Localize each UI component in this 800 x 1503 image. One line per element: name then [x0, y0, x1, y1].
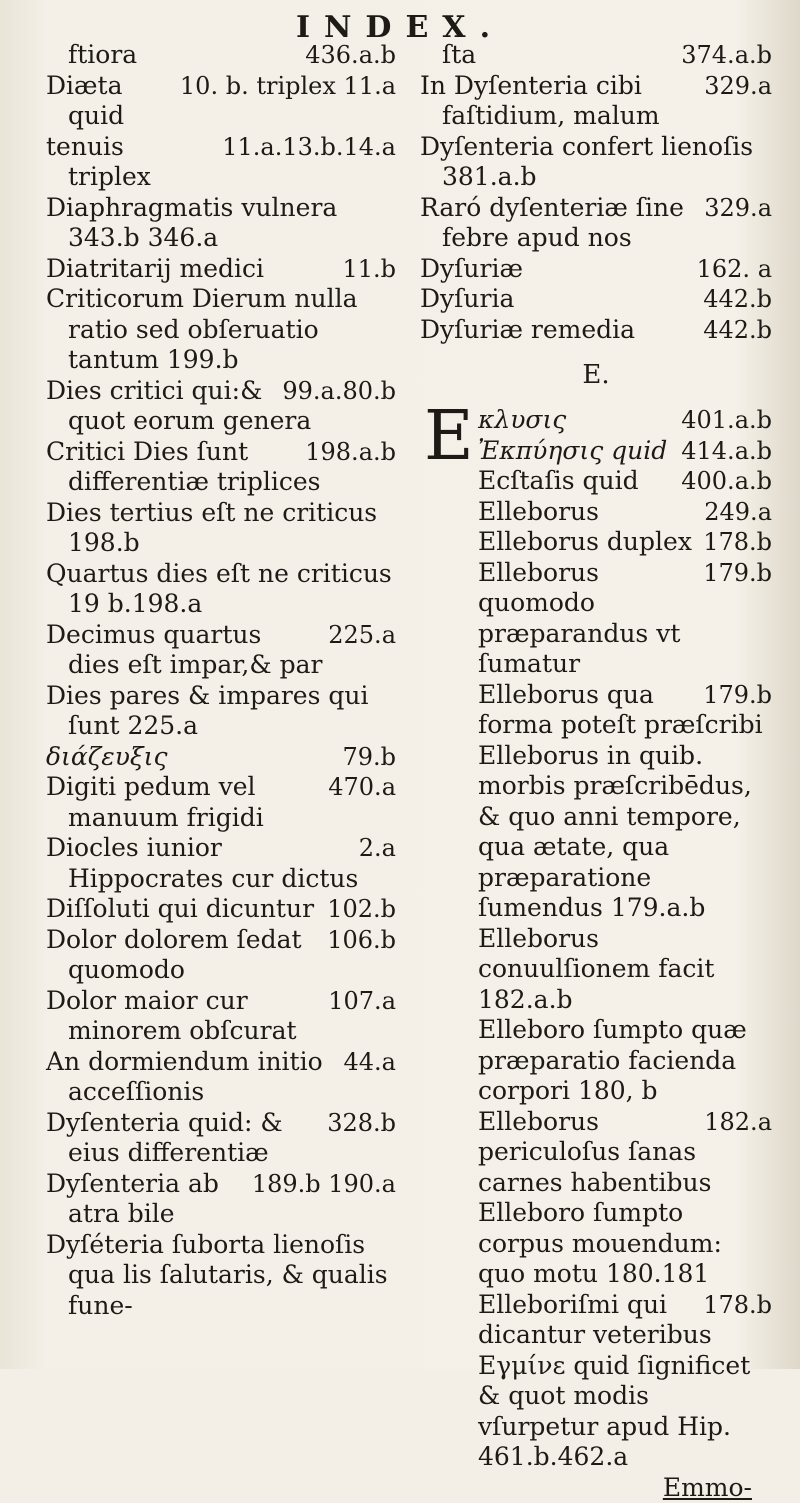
entry-term: Ἐκπύησις quid: [478, 435, 668, 465]
entry-term: Dyſenteria ab atra bile: [46, 1168, 219, 1228]
entry-page-ref: 328.b: [327, 1108, 396, 1137]
index-entry: [46, 71, 396, 132]
index-entry: [420, 132, 772, 193]
entries-d-continued: [420, 40, 772, 345]
entry-term: Decimus quartus dies eſt impar,& par: [46, 619, 323, 679]
entry-term: Elleborus in quib. morbis præſcribēdus, & quo anni tempore, qua ætate, qua præparatione ſumendus 179.a.b: [478, 740, 752, 922]
entry-term: ſta: [442, 40, 477, 69]
entry-page-ref: 442.b: [703, 285, 772, 313]
entry-term: Diſſoluti qui dicuntur: [46, 894, 315, 923]
entry-term: Elleborus periculoſus ſanas carnes habentibus: [478, 1106, 712, 1197]
entry-page-ref: 79.b: [342, 742, 396, 771]
entry-page-ref: 99.a.80.b: [282, 376, 396, 405]
index-entry: [46, 986, 396, 1047]
index-entry: [420, 315, 772, 346]
entry-term: Elleboriſmi qui dicantur veteribus: [478, 1289, 712, 1349]
entry-page-ref: 442.b: [703, 315, 772, 344]
entry-term: Dies pares & impares qui ſunt 225.a: [46, 680, 369, 740]
entry-page-ref: 400.a.b: [681, 467, 772, 495]
entry-page-ref: 11.a.13.b.14.a: [222, 132, 396, 161]
entry-page-ref: 374.a.b: [681, 41, 772, 69]
index-entry: [420, 680, 772, 741]
entry-term: Dyſenteria quid: & eius differentiæ: [46, 1107, 283, 1167]
entry-page-ref: 182.a: [704, 1107, 772, 1136]
index-entry: [46, 894, 396, 925]
index-entry: [46, 620, 396, 681]
entry-term: Criticorum Dierum nulla ratio sed obſeruatio tantum 199.b: [46, 284, 358, 374]
entry-page-ref: 178.b: [703, 1290, 772, 1319]
index-entry: [46, 437, 396, 498]
index-entry: [420, 1198, 772, 1290]
entry-term: Raró dyſenteriæ ſine febre apud nos: [420, 192, 684, 252]
page-header: INDEX.: [295, 10, 505, 45]
entry-page-ref: 198.a.b: [305, 437, 396, 466]
index-entry: [46, 925, 396, 986]
index-entry: [46, 284, 396, 376]
index-entry: [420, 40, 772, 71]
entry-term: κλυσις: [478, 405, 567, 434]
entry-term: Quartus dies eſt ne criticus 19 b.198.a: [46, 558, 392, 618]
index-entry: [420, 497, 772, 528]
entry-page-ref: 44.a: [343, 1047, 396, 1076]
entry-page-ref: 11.b: [342, 254, 396, 283]
entry-page-ref: 10. b. triplex 11.a: [179, 71, 396, 100]
index-entry: [46, 498, 396, 559]
index-entry: [46, 559, 396, 620]
index-entry: [420, 284, 772, 315]
entry-page-ref: 329.a: [704, 71, 772, 100]
entry-term: Diatritarij medici: [46, 253, 265, 283]
entry-term: tenuis triplex: [46, 131, 151, 191]
entry-page-ref: 401.a.b: [681, 406, 772, 434]
entry-term: Dyſuriæ: [420, 253, 523, 283]
entry-term: Diæta quid: [46, 70, 125, 130]
entry-page-ref: 249.a: [704, 497, 772, 526]
index-entry: [46, 1169, 396, 1230]
entry-page-ref: 179.b: [703, 680, 772, 709]
index-entry: [420, 1015, 772, 1107]
entry-term: διάζευξις: [46, 741, 168, 771]
entry-term: Elleboro ſumpto corpus mouendum: quo motu 180.181: [478, 1198, 722, 1288]
entries-e: [420, 397, 772, 1473]
index-entry: [420, 193, 772, 254]
entry-term: Dyſéteria ſuborta lienoſis qua lis ſalutaris, & qualis fune-: [46, 1229, 388, 1320]
entry-term: Elleborus quomodo præparandus vt ſumatur: [478, 557, 681, 678]
index-entry: [420, 466, 772, 497]
index-entry: [46, 742, 396, 773]
entry-page-ref: 102.b: [327, 895, 396, 923]
index-entry: [46, 1230, 396, 1322]
index-entry: [46, 193, 396, 254]
index-entry: [46, 1047, 396, 1108]
entry-term: Elleboro ſumpto quæ præparatio facienda corpori 180, b: [478, 1015, 747, 1105]
entry-term: Dolor dolorem ſedat quomodo: [46, 924, 302, 984]
index-entry: [420, 527, 772, 558]
entry-term: Elleborus: [478, 496, 599, 526]
index-entry: [420, 741, 772, 924]
entry-term: Dyſuria: [420, 284, 515, 313]
entry-page-ref: 107.a: [328, 986, 396, 1015]
index-entry: [46, 254, 396, 285]
entry-page-ref: 225.a: [328, 620, 396, 649]
right-column: [420, 40, 772, 1503]
entry-page-ref: 329.a: [704, 193, 772, 222]
index-entry: [46, 772, 396, 833]
index-entry: [420, 1290, 772, 1351]
index-entry: [46, 40, 396, 71]
index-entry: [46, 376, 396, 437]
entry-term: Dolor maior cur minorem obſcurat: [46, 985, 297, 1045]
entry-term: Dyſenteria confert lienoſis 381.a.b: [420, 131, 754, 191]
entry-page-ref: 189.b 190.a: [251, 1169, 396, 1198]
index-entry: [420, 254, 772, 285]
index-entry: [46, 833, 396, 894]
entry-term: ftiora: [68, 40, 138, 69]
entry-term: Dies tertius eſt ne criticus 198.b: [46, 497, 378, 557]
index-entry: [420, 924, 772, 1016]
index-entry: [46, 681, 396, 742]
letter-heading-e: E.: [582, 360, 610, 390]
entry-page-ref: 178.b: [703, 528, 772, 556]
left-column: [46, 40, 396, 1321]
entry-page-ref: 470.a: [328, 773, 396, 801]
entry-page-ref: 106.b: [327, 925, 396, 954]
index-entry: [46, 1108, 396, 1169]
entry-term: Elleborus duplex: [478, 527, 692, 556]
index-entry: [420, 71, 772, 132]
index-entry: [46, 132, 396, 193]
entry-term: In Dyſenteria cibi faſtidium, malum: [420, 70, 660, 130]
dropcap-letter: E: [424, 397, 474, 476]
entry-term: Dies critici qui:& quot eorum genera: [46, 375, 312, 435]
index-entry: [420, 558, 772, 680]
entry-page-ref: 436.a.b: [305, 41, 396, 69]
index-entry: [420, 436, 772, 467]
entry-term: Critici Dies ſunt differentiæ triplices: [46, 436, 321, 496]
entry-page-ref: 179.b: [703, 558, 772, 587]
entry-term: Εγμίνε quid ſignificet & quot modis vſurpetur apud Hip. 461.b.462.a: [478, 1350, 751, 1471]
entry-term: Dyſuriæ remedia: [420, 314, 636, 344]
entry-page-ref: 162. a: [696, 254, 772, 283]
entry-page-ref: 414.a.b: [681, 436, 772, 465]
entry-term: Digiti pedum vel manuum frigidi: [46, 772, 264, 832]
entry-term: Diocles iunior Hippocrates cur dictus: [46, 833, 359, 893]
entry-page-ref: 2.a: [358, 834, 396, 862]
entry-term: Elleborus qua forma poteſt præſcribi: [478, 679, 763, 739]
entry-term: Ecſtaſis quid: [478, 466, 639, 495]
dropcap-block: [420, 397, 772, 1473]
index-entry: [420, 405, 772, 436]
entry-term: Diaphragmatis vulnera 343.b 346.a: [46, 192, 338, 252]
entry-term: Elleborus conuulſionem facit 182.a.b: [478, 923, 715, 1014]
index-entry: [420, 1107, 772, 1199]
catchword: Emmo-: [662, 1472, 752, 1502]
entry-term: An dormiendum initio acceſſionis: [46, 1046, 323, 1106]
